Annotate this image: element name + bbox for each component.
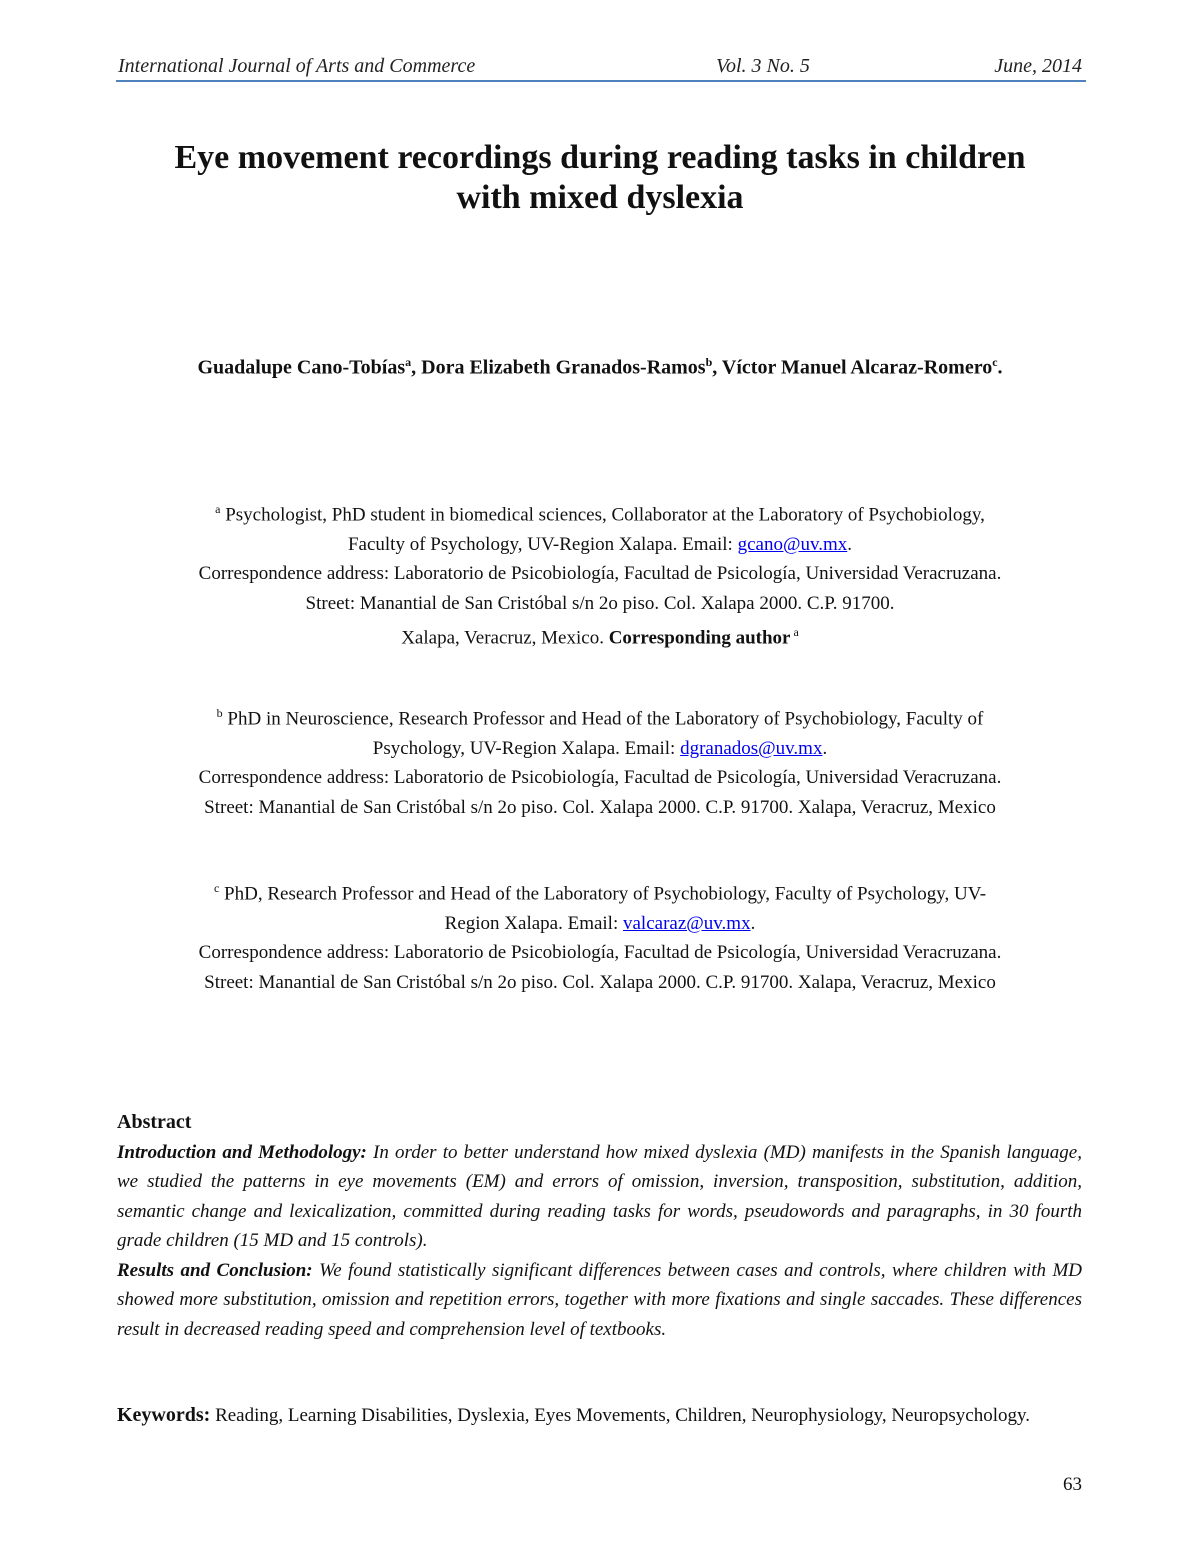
author-list: [80, 348, 1120, 382]
affiliation-c: [80, 874, 1120, 997]
journal-date: June, 2014: [994, 55, 1082, 77]
affiliation-c-line-2: Region Xalapa. Email:: [444, 912, 623, 934]
affiliation-a-sup: a: [215, 502, 221, 516]
title-line-2: with mixed dyslexia: [456, 179, 744, 216]
affiliation-a-line-2-end: .: [847, 533, 853, 555]
introduction-text: In order to better understand how mixed dyslexia (MD) manifests in the Spanish language, we studied the patterns in eye movements (EM) and errors of omission, inversion, transposition, substitution, addition, semantic change and lexicalization, committed during reading tasks for words, pseudowords and paragraphs, in 30 fourth grade children (15 MD and 15 controls).: [117, 1141, 1082, 1251]
author-2: , Dora Elizabeth Granados-Ramos: [411, 356, 706, 379]
header-rule: [116, 80, 1086, 82]
affiliation-c-line-3: Correspondence address: Laboratorio de Psicobiología, Facultad de Psicología, Universidad Veracruzana.: [198, 942, 1002, 964]
affiliation-b-sup: b: [216, 706, 223, 720]
abstract-heading: Abstract: [117, 1111, 192, 1133]
keywords-label: Keywords:: [117, 1404, 211, 1426]
keywords-section: [117, 1400, 1082, 1431]
affiliation-c-line-1: PhD, Research Professor and Head of the Laboratory of Psychobiology, Faculty of Psychology, UV-: [219, 883, 987, 905]
affiliation-a: [80, 495, 1120, 653]
author-1-sup: a: [405, 355, 412, 369]
author-1: Guadalupe Cano-Tobías: [197, 356, 406, 379]
affiliation-c-sup: c: [213, 881, 220, 895]
affiliation-c-line-2-end: .: [750, 912, 756, 934]
affiliation-a-line-3: Correspondence address: Laboratorio de Psicobiología, Facultad de Psicología, Universidad Veracruzana.: [198, 563, 1002, 585]
abstract-section: [117, 1108, 1082, 1344]
corresponding-author-label: Corresponding author: [608, 627, 791, 649]
results-text: We found statistically significant differences between cases and controls, where children with MD showed more substitution, omission and repetition errors, together with more fixations and single saccades. These differences result in decreased reading speed and comprehension level of textbooks.: [117, 1259, 1083, 1340]
keywords-text: Reading, Learning Disabilities, Dyslexia, Eyes Movements, Children, Neurophysiology, Neuropsychology.: [210, 1405, 1030, 1426]
affiliation-b-line-1: PhD in Neuroscience, Research Professor and Head of the Laboratory of Psychobiology, Faculty of: [222, 708, 984, 730]
affiliation-b-line-2-end: .: [822, 737, 828, 759]
email-link-a[interactable]: gcano@uv.mx: [737, 533, 848, 555]
email-link-c[interactable]: valcaraz@uv.mx: [623, 912, 751, 934]
affiliation-b-line-3: Correspondence address: Laboratorio de Psicobiología, Facultad de Psicología, Universidad Veracruzana.: [198, 767, 1002, 789]
paper-title: [100, 138, 1100, 218]
abstract-results: [117, 1256, 1082, 1345]
email-link-b[interactable]: dgranados@uv.mx: [680, 737, 823, 759]
affiliation-b-line-4: Street: Manantial de San Cristóbal s/n 2o piso. Col. Xalapa 2000. C.P. 91700. Xalapa, Veracruz, Mexico: [204, 796, 996, 818]
author-list-end: .: [997, 356, 1003, 379]
affiliation-a-line-4: Street: Manantial de San Cristóbal s/n 2o piso. Col. Xalapa 2000. C.P. 91700.: [305, 592, 895, 614]
journal-name: International Journal of Arts and Commerce: [118, 55, 476, 77]
abstract-introduction: [117, 1138, 1082, 1256]
affiliation-a-line-2: Faculty of Psychology, UV-Region Xalapa. Email:: [347, 533, 738, 555]
results-label: Results and Conclusion:: [117, 1259, 313, 1281]
running-header: [116, 55, 1086, 81]
author-3-sup: c: [992, 355, 998, 369]
affiliation-b-line-2: Psychology, UV-Region Xalapa. Email:: [372, 737, 681, 759]
page-number: 63: [1063, 1474, 1082, 1495]
affiliation-c-line-4: Street: Manantial de San Cristóbal s/n 2o piso. Col. Xalapa 2000. C.P. 91700. Xalapa, Veracruz, Mexico: [204, 971, 996, 993]
affiliation-a-line-1: Psychologist, PhD student in biomedical sciences, Collaborator at the Laboratory of Psychobiology,: [220, 504, 985, 526]
title-line-1: Eye movement recordings during reading tasks in children: [174, 139, 1026, 176]
journal-volume: Vol. 3 No. 5: [716, 55, 810, 77]
author-2-sup: b: [705, 355, 713, 369]
author-3: , Víctor Manuel Alcaraz-Romero: [712, 356, 993, 379]
corresponding-author-sup: a: [790, 625, 799, 640]
introduction-label: Introduction and Methodology:: [117, 1141, 367, 1163]
affiliation-a-line-5: Xalapa, Veracruz, Mexico.: [401, 627, 609, 649]
affiliation-b: [80, 699, 1120, 822]
